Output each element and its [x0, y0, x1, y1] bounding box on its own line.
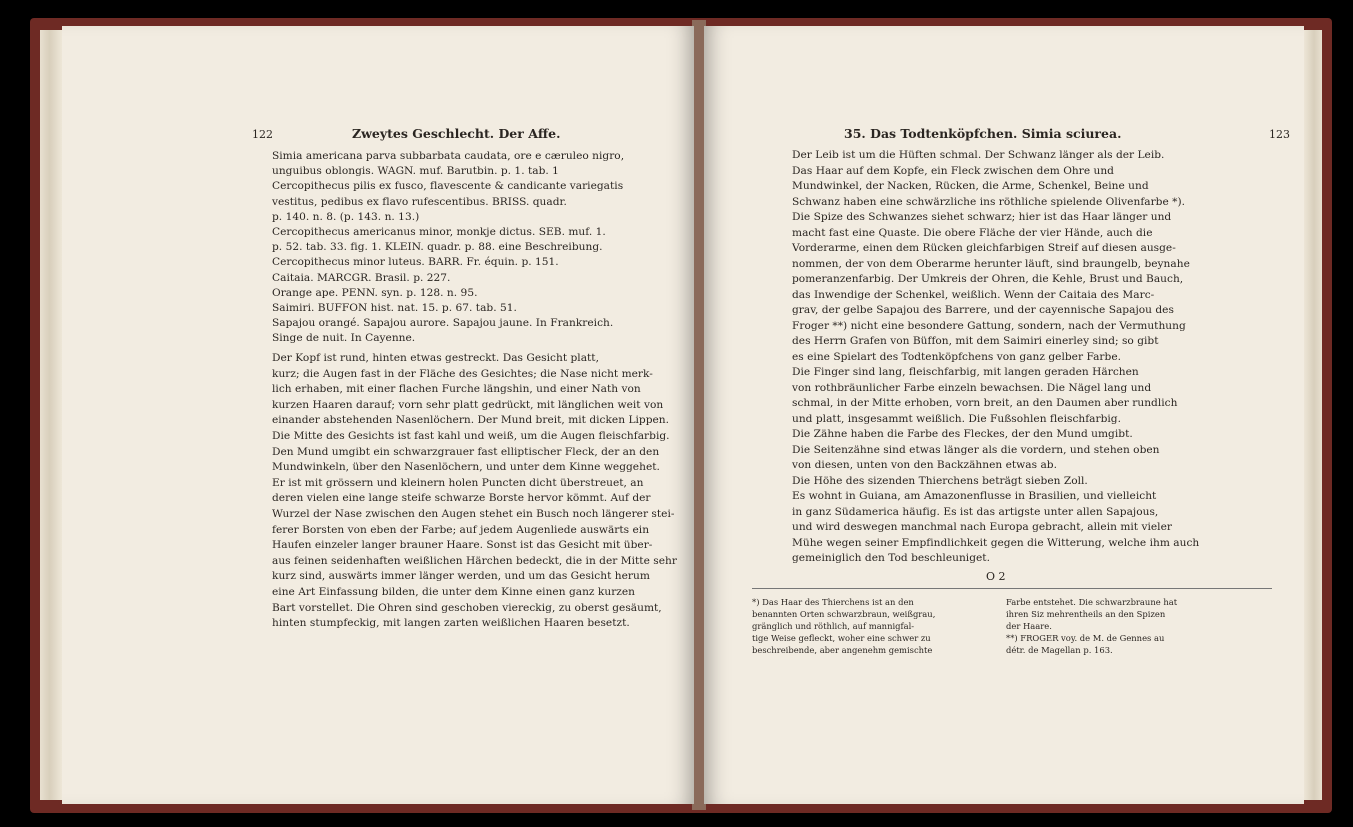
text-line: détr. de Magellan p. 163.	[1006, 645, 1113, 655]
text-line: Die Höhe des sizenden Thierchens beträgt sieben Zoll.	[792, 474, 1088, 487]
text-line: Bart vorstellet. Die Ohren sind geschoben viereckig, zu oberst gesäumt,	[272, 601, 662, 614]
text-line: Der Leib ist um die Hüften schmal. Der Schwanz länger als der Leib.	[792, 149, 1165, 161]
text-line: Haufen einzeler langer brauner Haare. Sonst ist das Gesicht mit über-	[272, 539, 653, 552]
text-line: benannten Orten schwarzbraun, weißgrau,	[752, 609, 936, 619]
text-line: gemeiniglich den Tod beschleuniget.	[792, 552, 990, 564]
text-line: ihren Siz mehrentheils an den Spizen	[1006, 609, 1166, 619]
text-line: unguibus oblongis. WAGN. muf. Barutbin. p. 1. tab. 1	[272, 165, 559, 178]
text-line: deren vielen eine lange steife schwarze Borste hervor kömmt. Auf der	[272, 492, 651, 505]
text-line: und wird deswegen manchmal nach Europa gebracht, allein mit vieler	[792, 521, 1172, 533]
text-line: Cercopithecus americanus minor, monkje dictus. SEB. muf. 1.	[272, 226, 606, 238]
text-line: Die Seitenzähne sind etwas länger als die vordern, und stehen oben	[792, 443, 1160, 456]
text-line: Die Mitte des Gesichts ist fast kahl und weiß, um die Augen fleischfarbig.	[272, 430, 670, 442]
text-line: pomeranzenfarbig. Der Umkreis der Ohren, die Kehle, Brust und Bauch,	[792, 273, 1184, 285]
text-line: grav, der gelbe Sapajou des Barrere, und der cayennische Sapajou des	[792, 304, 1174, 316]
text-line: macht fast eine Quaste. Die obere Fläche der vier Hände, auch die	[792, 226, 1153, 239]
text-line: nommen, der von dem Oberarme herunter läuft, sind braungelb, beynahe	[792, 257, 1190, 270]
text-line: von rothbräunlicher Farbe einzeln bewachsen. Die Nägel lang und	[792, 381, 1152, 394]
text-line: Mühe wegen seiner Empfindlichkeit gegen die Witterung, welche ihm auch	[792, 536, 1200, 549]
text-line: Singe de nuit. In Cayenne.	[272, 332, 416, 345]
text-line: das Inwendige der Schenkel, weißlich. Wenn der Caitaia des Marc-	[792, 288, 1155, 301]
text-line: gränglich und röthlich, auf mannigfal-	[752, 621, 915, 631]
text-line: Cercopithecus pilis ex fusco, flavescente & candicante variegatis	[272, 180, 624, 193]
text-line: Die Finger sind lang, fleischfarbig, mit langen geraden Härchen	[792, 366, 1139, 378]
text-line: hinten stumpfeckig, mit langen zarten weißlichen Haaren besetzt.	[272, 617, 630, 630]
text-line: eine Art Einfassung bilden, die unter dem Kinne einen ganz kurzen	[272, 586, 636, 598]
text-line: lich erhaben, mit einer flachen Furche längshin, und einer Nath von	[272, 383, 641, 396]
text-line: Die Zähne haben die Farbe des Fleckes, der den Mund umgibt.	[792, 428, 1133, 440]
text-line: Simia americana parva subbarbata caudata, ore e cæruleo nigro,	[272, 150, 625, 162]
text-line: in ganz Südamerica häufig. Es ist das artigste unter allen Sapajous,	[792, 505, 1159, 518]
text-line: Froger **) nicht eine besondere Gattung, sondern, nach der Vermuthung	[792, 319, 1186, 332]
text-line: tige Weise gefleckt, woher eine schwer zu	[752, 633, 931, 643]
text-line: schmal, in der Mitte erhoben, vorn breit, an den Daumen aber rundlich	[792, 397, 1178, 409]
text-line: kurzen Haaren darauf; vorn sehr platt gedrückt, mit länglichen weit von	[272, 398, 664, 411]
text-line: p. 52. tab. 33. fig. 1. KLEIN. quadr. p. 88. eine Beschreibung.	[272, 241, 603, 254]
text-line: Den Mund umgibt ein schwarzgrauer fast elliptischer Fleck, der an den	[272, 445, 660, 458]
text-line: einander abstehenden Nasenlöchern. Der Mund breit, mit dicken Lippen.	[272, 414, 670, 427]
text-line: Wurzel der Nase zwischen den Augen stehet ein Busch noch längerer stei-	[272, 508, 675, 520]
text-line: Caitaia. MARCGR. Brasil. p. 227.	[272, 271, 451, 284]
text-line: des Herrn Grafen von Büffon, mit dem Saimiri einerley sind; so gibt	[792, 335, 1159, 347]
right-page	[704, 26, 1304, 804]
text-line: Vorderarme, einen dem Rücken gleichfarbigen Streif auf diesen ausge-	[792, 242, 1176, 254]
text-line: Es wohnt in Guiana, am Amazonenflusse in Brasilien, und vielleicht	[792, 490, 1157, 502]
page-edges-left	[40, 30, 64, 800]
text-line: Schwanz haben eine schwärzliche ins röthliche spielende Olivenfarbe *).	[792, 195, 1186, 208]
text-line: beschreibende, aber angenehm gemischte	[752, 645, 933, 655]
left-page-number: 122	[252, 128, 273, 141]
text-line: Mundwinkel, der Nacken, Rücken, die Arme, Schenkel, Beine und	[792, 180, 1149, 192]
text-line: Saimiri. BUFFON hist. nat. 15. p. 67. tab. 51.	[272, 302, 517, 314]
footnote-rule	[752, 588, 1272, 589]
right-running-head: 35. Das Todtenköpfchen. Simia sciurea.	[844, 126, 1122, 141]
text-line: Er ist mit grössern und kleinern holen Puncten dicht überstreuet, an	[272, 476, 644, 489]
text-line: der Haare.	[1006, 621, 1052, 631]
text-line: vestitus, pedibus ex flavo rufescentibus. BRISS. quadr.	[272, 195, 567, 208]
page-edges-right	[1302, 30, 1322, 800]
text-line: Sapajou orangé. Sapajou aurore. Sapajou jaune. In Frankreich.	[272, 317, 614, 330]
left-running-head: Zweytes Geschlecht. Der Affe.	[352, 126, 561, 141]
text-line: Farbe entstehet. Die schwarzbraune hat	[1006, 597, 1178, 607]
text-line: aus feinen seidenhaften weißlichen Härchen bedeckt, die in der Mitte sehr	[272, 554, 677, 567]
text-line: kurz; die Augen fast in der Fläche des Gesichtes; die Nase nicht merk-	[272, 367, 653, 380]
text-line: Die Spize des Schwanzes siehet schwarz; hier ist das Haar länger und	[792, 211, 1172, 223]
text-line: Der Kopf ist rund, hinten etwas gestreckt. Das Gesicht platt,	[272, 352, 599, 364]
text-line: ferer Borsten von eben der Farbe; auf jedem Augenliede auswärts ein	[272, 523, 650, 536]
text-line: und platt, insgesammt weißlich. Die Fußsohlen fleischfarbig.	[792, 412, 1121, 425]
text-line: *) Das Haar des Thierchens ist an den	[752, 597, 914, 607]
text-line: **) FROGER voy. de M. de Gennes au	[1006, 633, 1165, 643]
text-line: kurz sind, auswärts immer länger werden, und um das Gesicht herum	[272, 570, 650, 583]
text-line: Cercopithecus minor luteus. BARR. Fr. équin. p. 151.	[272, 256, 559, 269]
left-page	[62, 26, 694, 804]
signature-mark: O 2	[986, 570, 1006, 583]
text-line: es eine Spielart des Todtenköpfchens von ganz gelber Farbe.	[792, 350, 1121, 363]
text-line: Orange ape. PENN. syn. p. 128. n. 95.	[272, 286, 478, 299]
right-page-number: 123	[1269, 128, 1290, 141]
text-line: Mundwinkeln, über den Nasenlöchern, und unter dem Kinne weggehet.	[272, 461, 660, 474]
text-line: von diesen, unten von den Backzähnen etwas ab.	[792, 459, 1057, 471]
text-line: Das Haar auf dem Kopfe, ein Fleck zwischen dem Ohre und	[792, 164, 1114, 177]
text-line: p. 140. n. 8. (p. 143. n. 13.)	[272, 210, 420, 223]
